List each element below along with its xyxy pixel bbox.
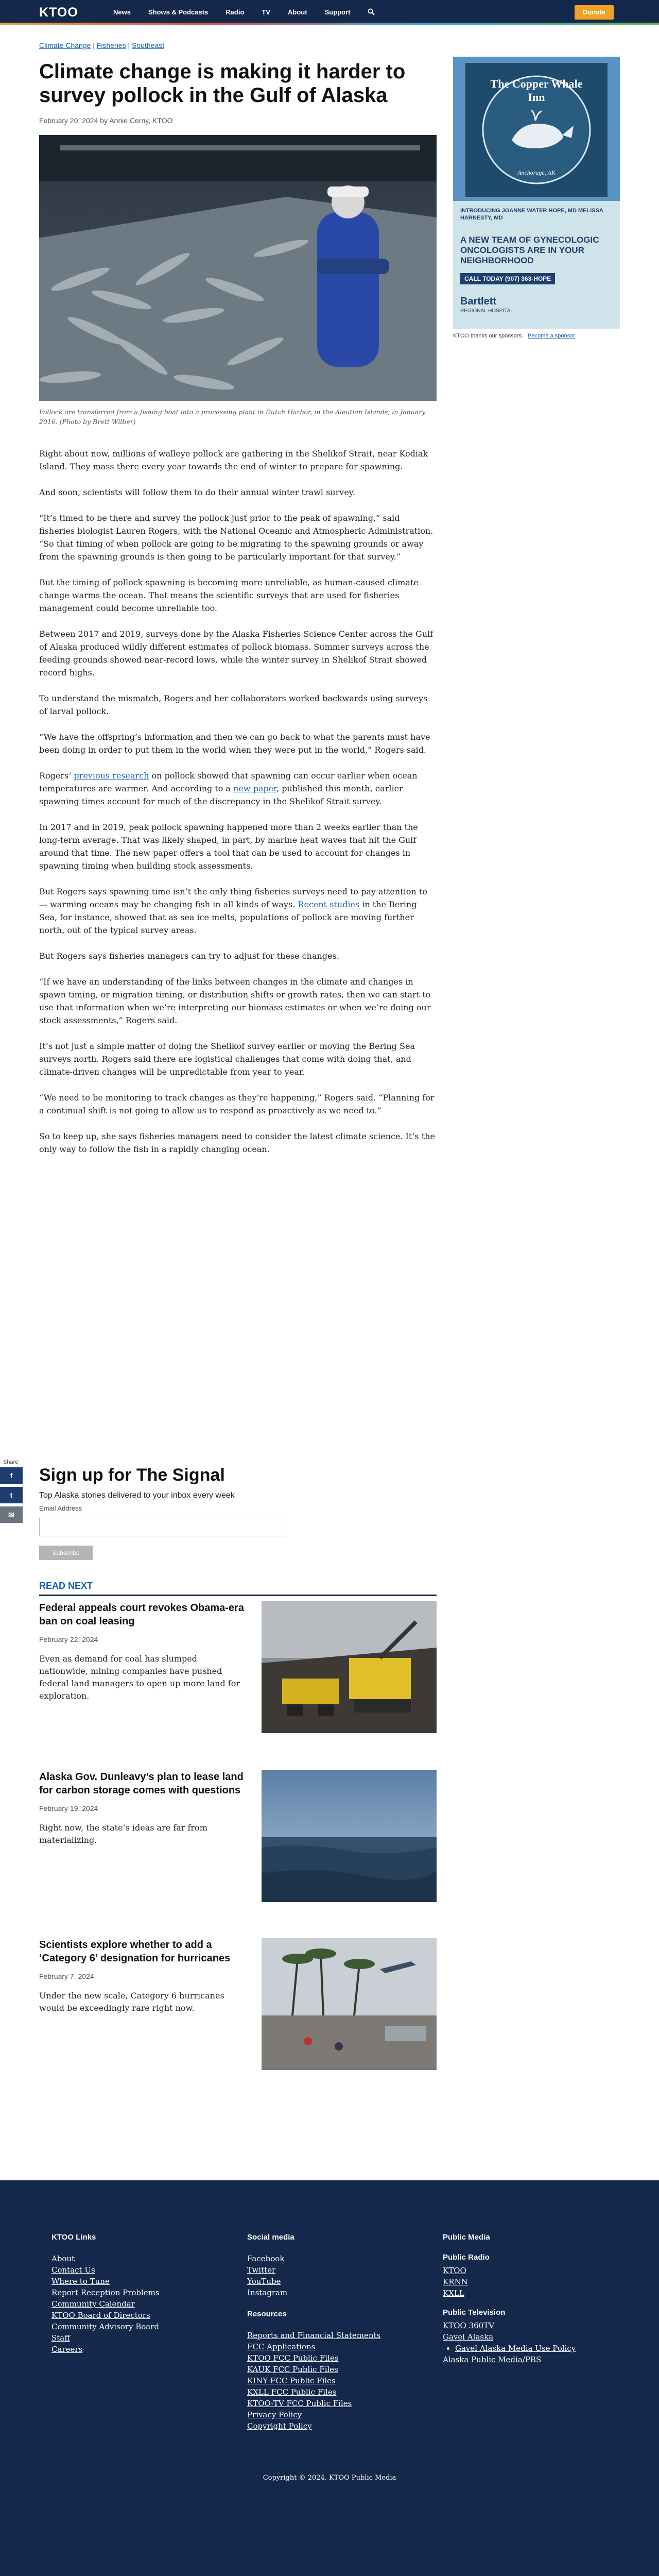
email-share-icon[interactable]: ✉ [0,1506,23,1523]
footer-heading: Social media [247,2233,294,2242]
footer-social [247,2233,422,2432]
nav-shows-podcasts[interactable]: Shows & Podcasts [148,8,209,16]
footer-link-calendar[interactable]: Community Calendar [51,2299,135,2309]
paragraph: Right about now, millions of walleye pollock are gathering in the Shelikof Strait, near Kodiak Island. They mass there every year towards the end of winter to prepare for spawning. [39,449,428,471]
card-thumbnail[interactable] [262,1770,437,1902]
footer-link-about[interactable]: About [51,2254,75,2263]
card-title[interactable]: Scientists explore whether to add a ‘Category 6’ designation for hurricanes [39,1939,231,1964]
footer-link-reception[interactable]: Report Reception Problems [51,2288,160,2297]
search-icon[interactable] [368,8,375,17]
footer-link-where-to-tune[interactable]: Where to Tune [51,2277,110,2286]
card-date: February 7, 2024 [39,1972,94,1980]
footer-link-instagram[interactable]: Instagram [247,2288,288,2297]
footer-link-board[interactable]: KTOO Board of Directors [51,2311,150,2320]
new-paper-link[interactable]: new paper [233,784,277,793]
nav-tv[interactable]: TV [262,8,271,16]
card-title[interactable]: Alaska Gov. Dunleavy’s plan to lease land for carbon storage comes with questions [39,1771,244,1796]
footer-subheading: Public Radio [443,2253,490,2262]
text: But Rogers says spawning time isn’t the only thing fisheries surveys need to pay attention to — warming oceans may be changing fish in all kinds of ways. [39,887,427,909]
email-field[interactable] [39,1518,286,1536]
sidebar-advertisement[interactable] [453,57,620,329]
article-title: Climate change is making it harder to survey pollock in the Gulf of Alaska [39,60,406,107]
footer-link-fcc-apps[interactable]: FCC Applications [247,2342,316,2351]
footer-link-youtube[interactable]: YouTube [247,2277,281,2286]
text: on pollock showed that spawning can occur earlier when ocean temperatures are warmer. And according to a [39,771,418,793]
card-date: February 22, 2024 [39,1635,98,1643]
paragraph [39,769,437,808]
footer-link-reports[interactable]: Reports and Financial Statements [247,2331,381,2340]
site-footer [0,2180,659,2576]
paragraph: “We need to be monitoring to track changes as they’re happening,” Rogers said. “Planning for a continual shift is not going to allow us to respond as proactively as we need to.” [39,1093,435,1115]
footer-heading: KTOO Links [51,2233,96,2242]
ad-headline: A NEW TEAM OF GYNECOLOGIC ONCOLOGISTS ARE IN YOUR NEIGHBORHOOD [460,235,599,265]
previous-research-link[interactable]: previous research [74,771,149,781]
paragraph: So to keep up, she says fisheries managers need to consider the latest climate science. It’s the only way to follow the fish in a rapidly changing ocean. [39,1131,435,1154]
ad-panel [453,201,620,329]
share-label: Share [3,1459,19,1465]
card-thumbnail[interactable] [262,1601,437,1733]
text: , published this month, earlier spawning times account for much of the discrepancy in the Shelikof Strait survey. [39,784,403,806]
email-field-label: Email Address [39,1504,82,1512]
article-byline: February 20, 2024 by Annie Cerny, KTOO [39,116,173,125]
copyright: Copyright © 2024, KTOO Public Media [263,2474,396,2482]
footer-public-media [443,2233,618,2365]
card-description: Right now, the state’s ideas are far from materializing. [39,1823,207,1845]
breadcrumb-separator: | [128,41,130,49]
paragraph [39,885,437,937]
nav-support[interactable]: Support [324,8,351,16]
footer-link-ktootv-fcc[interactable]: KTOO-TV FCC Public Files [247,2399,352,2408]
footer-list [455,2343,618,2354]
text: in the Bering Sea, for instance, showed that as sea ice melts, populations of pollock are moving further north, out of the typical survey areas. [39,900,417,935]
header-accent-stripe [0,23,659,25]
sponsor-note [453,333,575,339]
nav-radio[interactable]: Radio [226,8,245,16]
paragraph: In 2017 and in 2019, peak pollock spawning happened more than 2 weeks earlier than the long-term average. That was likely shaped, in part, by marine heat waves that hit the Gulf around that time. The new paper offers a tool that can be used to account for changes in spawning timing when building stock assessments. [39,822,418,871]
paragraph: But Rogers says fisheries managers can try to adjust for these changes. [39,951,339,961]
newsletter-title: Sign up for The Signal [39,1465,225,1485]
read-next-card[interactable] [39,1770,437,1925]
footer-ktoo-links [51,2233,227,2355]
breadcrumb-climate-change[interactable]: Climate Change [39,41,91,49]
footer-link-contact[interactable]: Contact Us [51,2265,95,2275]
photo-caption: Pollock are transferred from a fishing boat into a processing plant in Dutch Harbor, in the Aleutian Islands, in January 2016. (Photo by Brett Wilber) [39,408,426,426]
paragraph: To understand the mismatch, Rogers and her collaborators worked backwards using surveys of larval pollock. [39,693,428,716]
text: Rogers’ [39,771,74,781]
footer-subheading: Public Television [443,2308,506,2317]
footer-link-facebook[interactable]: Facebook [247,2254,285,2263]
recent-studies-link[interactable]: Recent studies [298,900,360,909]
newsletter-subtitle: Top Alaska stories delivered to your inbox every week [39,1491,235,1500]
ad-logo-text: The Copper Whale Inn [490,77,583,104]
footer-link-kxll-fcc[interactable]: KXLL FCC Public Files [247,2387,337,2397]
footer-link-careers[interactable]: Careers [51,2345,83,2354]
paragraph: “We have the offspring’s information and then we can go back to what the parents must have been doing in order to put them in the world when they were put in the world,” Rogers said. [39,732,430,755]
card-title[interactable]: Federal appeals court revokes Obama-era ban on coal leasing [39,1602,244,1627]
sponsor-text: KTOO thanks our sponsors. [453,333,524,339]
breadcrumb-separator: | [93,41,95,49]
subscribe-button[interactable]: Subscribe [39,1546,93,1560]
twitter-share-icon[interactable]: t [0,1487,23,1503]
ad-logo-subtext: Anchorage, AK [517,169,556,176]
footer-link-kxll[interactable]: KXLL [443,2289,464,2298]
become-sponsor-link[interactable]: Become a sponsor [528,333,575,339]
breadcrumb [39,41,164,49]
card-description: Even as demand for coal has slumped nationwide, mining companies have pushed federal land managers to open up more land for exploration. [39,1654,240,1701]
site-logo[interactable]: KTOO [39,5,78,20]
read-next-card[interactable] [39,1601,437,1756]
footer-link-advisory-board[interactable]: Community Advisory Board [51,2322,159,2331]
footer-link-privacy[interactable]: Privacy Policy [247,2410,302,2419]
footer-link-360tv[interactable]: KTOO 360TV [443,2321,495,2330]
donate-button[interactable]: Donate [575,5,614,20]
footer-heading: Resources [247,2310,287,2318]
article-body [39,447,437,1168]
list-item [455,2343,618,2354]
ad-brand: Bartlett [460,296,497,307]
paragraph: “It’s timed to be there and survey the pollock just prior to the peak of spawning,” said fisheries biologist Lauren Rogers, with the National Oceanic and Atmospheric Administration. “So that timing of when pollock are going to be migrating to the spawning grounds or away from the spawning grounds is then going to be particularly important for that survey.” [39,513,433,562]
read-next-heading: READ NEXT [39,1581,437,1596]
footer-link-gavel-alaska[interactable]: Gavel Alaska [443,2332,494,2342]
facebook-share-icon[interactable]: f [0,1467,23,1484]
ad-brand-sub: REGIONAL HOSPITAL [460,308,513,314]
card-description: Under the new scale, Category 6 hurricanes would be exceedingly rare right now. [39,1991,224,2013]
ad-call[interactable]: CALL TODAY (907) 363-HOPE [460,273,555,284]
footer-link-kauk-fcc[interactable]: KAUK FCC Public Files [247,2365,338,2374]
footer-link-staff[interactable]: Staff [51,2333,70,2343]
breadcrumb-fisheries[interactable]: Fisheries [96,41,126,49]
paragraph: It’s not just a simple matter of doing the Shelikof survey earlier or moving the Bering Sea surveys north. Rogers said there are logistical challenges that come with doing that, and climate-driven changes will be unpredictable from year to year. [39,1041,415,1077]
site-header [0,0,659,25]
footer-link-alaska-public-media[interactable]: Alaska Public Media/PBS [443,2355,542,2364]
footer-link-gavel-policy[interactable]: Gavel Alaska Media Use Policy [455,2344,576,2353]
breadcrumb-southeast[interactable]: Southeast [132,41,165,49]
card-thumbnail[interactable] [262,1938,437,2070]
nav-news[interactable]: News [113,8,131,16]
paragraph: But the timing of pollock spawning is becoming more unreliable, as human-caused climate change warms the ocean. That means the scientific surveys that are used for fisheries management could become unreliable too. [39,578,419,613]
footer-link-copyright[interactable]: Copyright Policy [247,2421,312,2431]
share-bar [0,1459,25,1526]
card-date: February 19, 2024 [39,1804,98,1812]
footer-link-ktoo-fcc[interactable]: KTOO FCC Public Files [247,2353,339,2363]
footer-heading: Public Media [443,2233,490,2242]
footer-link-krnn[interactable]: KRNN [443,2277,468,2286]
footer-link-ktoo[interactable]: KTOO [443,2266,466,2275]
article-hero-photo [39,135,437,401]
paragraph: “If we have an understanding of the links between changes in the climate and changes in spawn timing, or migration timing, or distribution shifts or growth rates, then we can start to use that information when we’re interpreting our biomass estimates or when we’re doing our stock assessments,” Rogers said. [39,977,431,1025]
paragraph: Between 2017 and 2019, surveys done by the Alaska Fisheries Science Center across the Gulf of Alaska produced wildly different estimates of pollock biomass. Summer surveys across the feeding grounds showed near-record lows, while the winter survey in Shelikof Strait showed record highs. [39,629,433,677]
nav-about[interactable]: About [288,8,307,16]
main-nav [113,8,392,17]
read-next-card[interactable] [39,1938,437,2093]
footer-link-kiny-fcc[interactable]: KINY FCC Public Files [247,2376,336,2385]
footer-link-twitter[interactable]: Twitter [247,2265,276,2275]
paragraph: And soon, scientists will follow them to do their annual winter trawl survey. [39,487,355,497]
ad-intro: INTRODUCING JOANNE WATER HOPE, MD MELISSA HARNESTY, MD [460,208,603,221]
